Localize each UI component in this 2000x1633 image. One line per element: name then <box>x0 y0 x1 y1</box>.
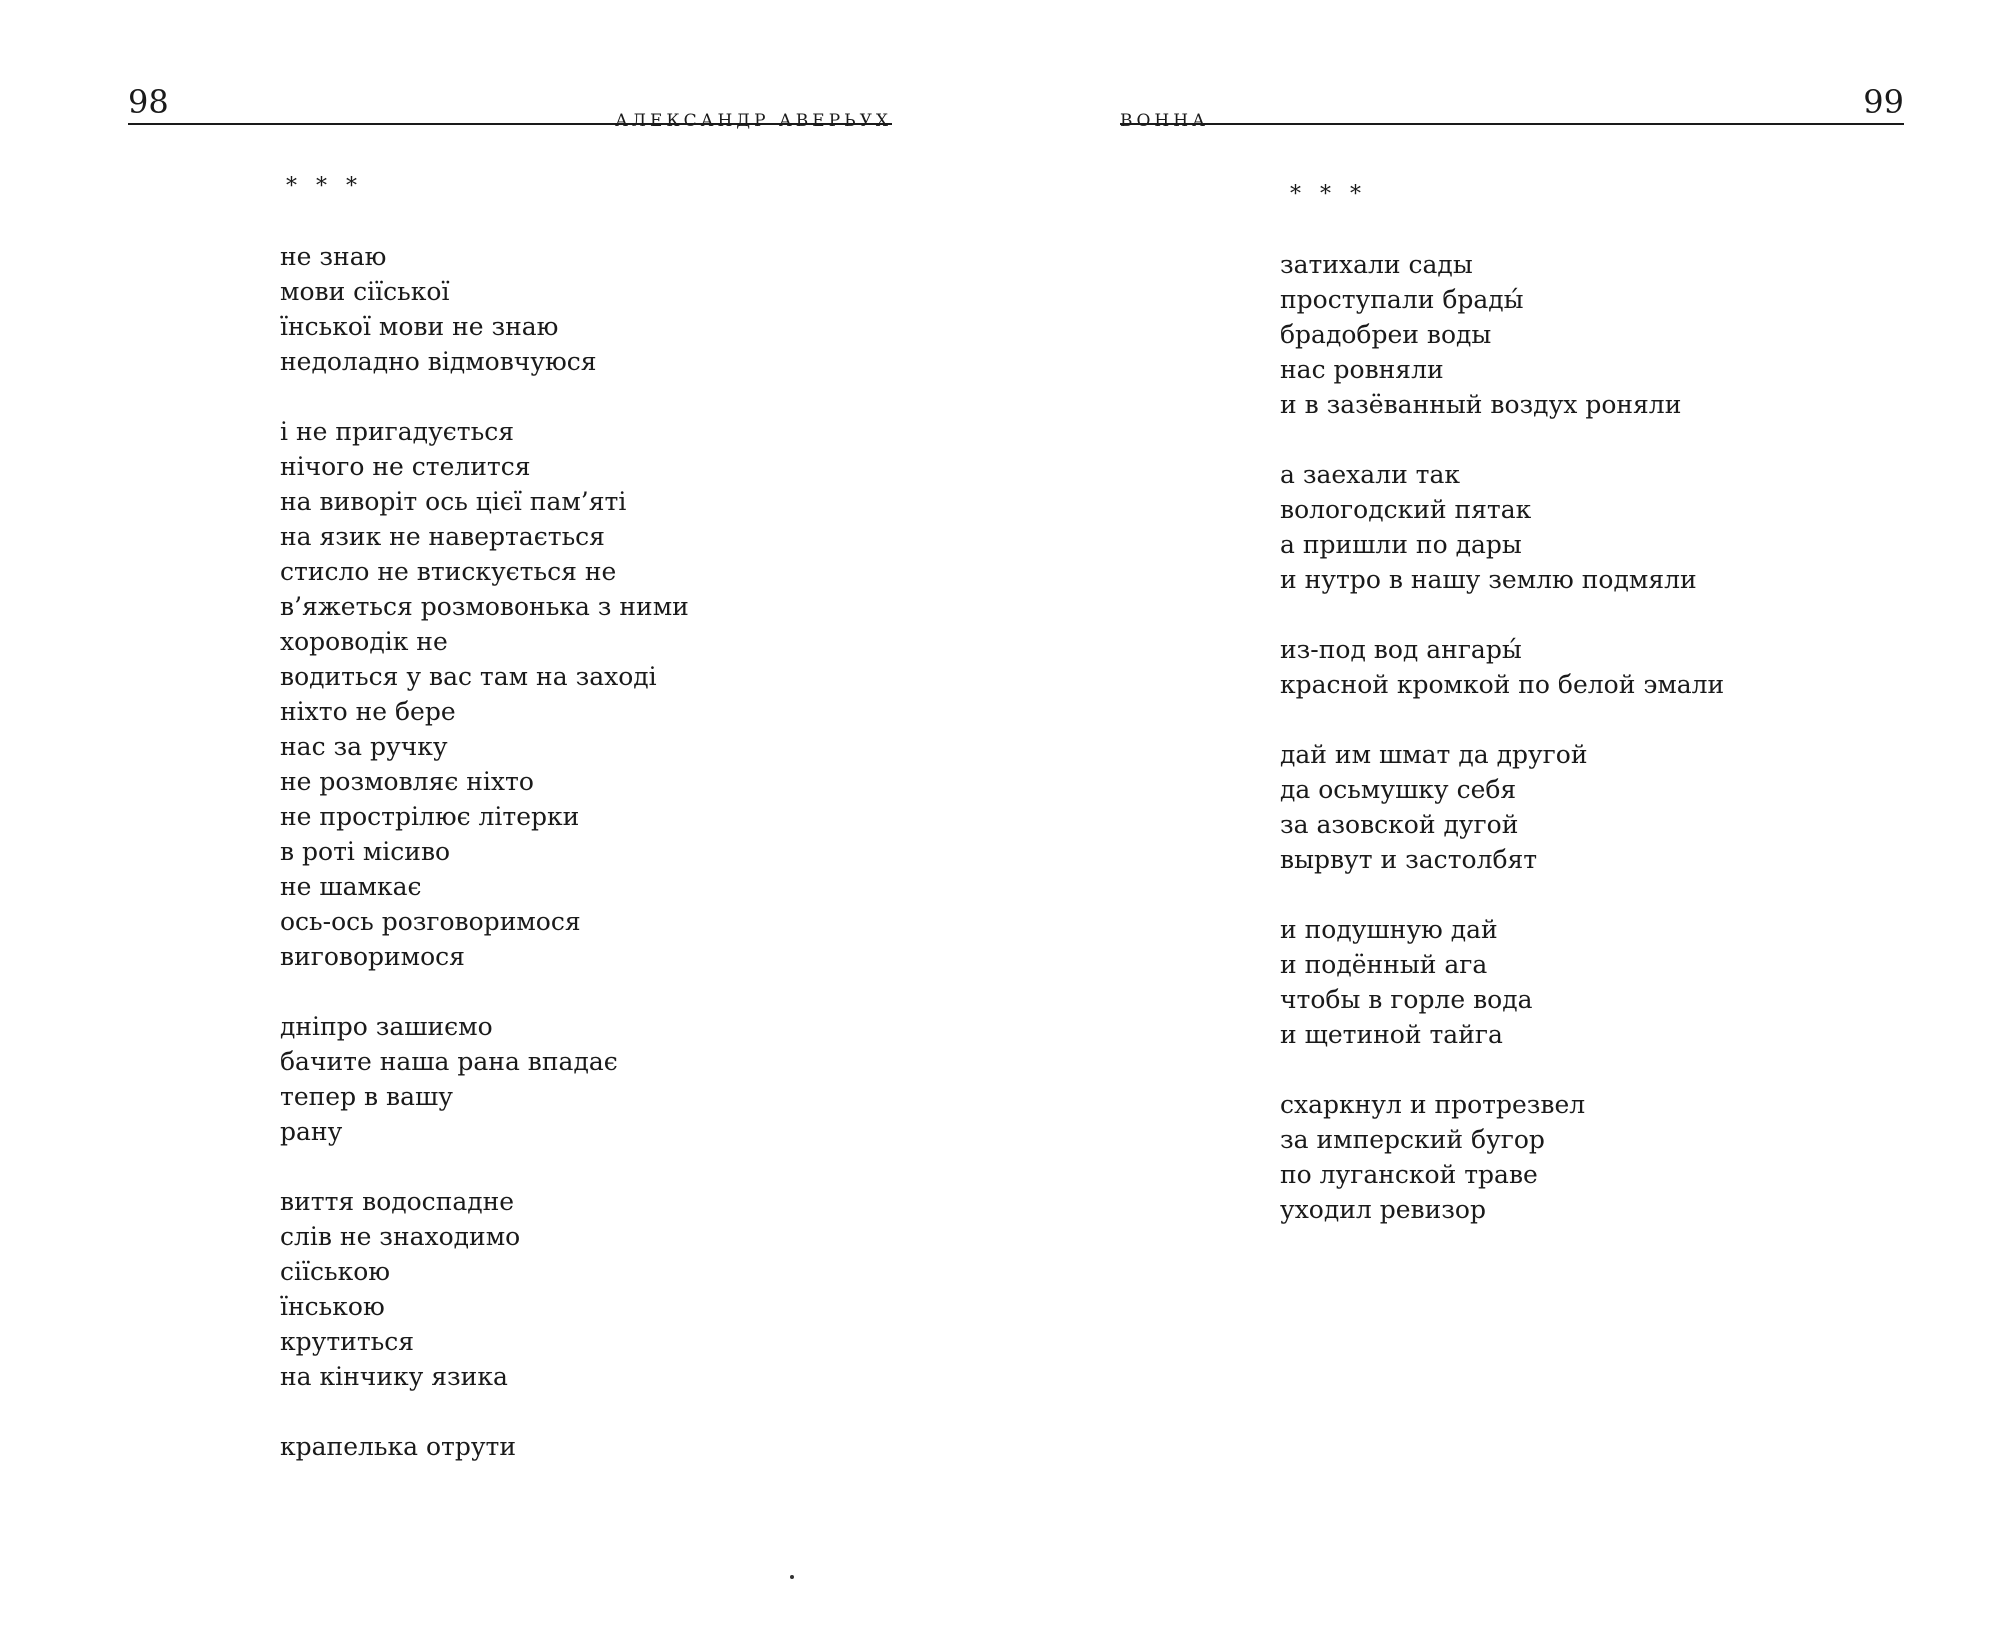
stanza <box>280 414 689 974</box>
poem-line: виття водоспадне <box>280 1187 515 1216</box>
poem <box>1280 177 1724 1262</box>
stanza <box>1280 912 1724 1052</box>
header-rule <box>128 123 892 125</box>
poem-line: из-под вод ангары́ <box>1280 635 1522 664</box>
poem-line: вологодский пятак <box>1280 495 1532 524</box>
stanza <box>280 1184 689 1394</box>
poem-line: їнською <box>280 1292 385 1321</box>
stanza <box>1280 632 1724 702</box>
poem <box>280 169 689 1499</box>
poem-line: вырвут и застолбят <box>1280 845 1538 874</box>
poem-line: хороводік не <box>280 627 448 656</box>
poem-line: виговоримося <box>280 942 465 971</box>
poem-line: слів не знаходимо <box>280 1222 521 1251</box>
poem-line: водиться у вас там на заході <box>280 662 657 691</box>
poem-line: крапелька отрути <box>280 1432 517 1461</box>
poem-line: дай им шмат да другой <box>1280 740 1588 769</box>
poem-line: стисло не втискується не <box>280 557 617 586</box>
section-asterisks: * * * <box>286 174 363 199</box>
stanza <box>1280 247 1724 422</box>
running-head-title: ВОННА <box>1120 111 1209 131</box>
stanza <box>280 1009 689 1149</box>
poem-line: красной кромкой по белой эмали <box>1280 670 1725 699</box>
poem-line: сіїською <box>280 1257 391 1286</box>
page-number: 99 <box>1863 83 1904 121</box>
poem-line: чтобы в горле вода <box>1280 985 1533 1014</box>
poem-line: за азовской дугой <box>1280 810 1519 839</box>
poem-line: і не пригадується <box>280 417 514 446</box>
poem-line: на виворіт ось цієї пам’яті <box>280 487 627 516</box>
stanza <box>1280 1087 1724 1227</box>
poem-line: схаркнул и протрезвел <box>1280 1090 1586 1119</box>
right-page <box>1000 0 2000 1633</box>
stanza <box>1280 457 1724 597</box>
poem-line: нас ровняли <box>1280 355 1444 384</box>
poem-line: бачите наша рана впадає <box>280 1047 618 1076</box>
poem-line: їнської мови не знаю <box>280 312 559 341</box>
poem-line: и нутро в нашу землю подмяли <box>1280 565 1697 594</box>
poem-line: и в зазёванный воздух роняли <box>1280 390 1682 419</box>
poem-line: на язик не навертається <box>280 522 605 551</box>
poem-line: тепер в вашу <box>280 1082 453 1111</box>
page-number: 98 <box>128 83 169 121</box>
stanza <box>1280 737 1724 877</box>
poem-line: проступали брады́ <box>1280 285 1524 314</box>
poem-line: и щетиной тайга <box>1280 1020 1503 1049</box>
poem-line: и подённый ага <box>1280 950 1488 979</box>
section-asterisks: * * * <box>1290 182 1367 207</box>
poem-line: на кінчику язика <box>280 1362 508 1391</box>
poem-line: а пришли по дары <box>1280 530 1522 559</box>
poem-line: уходил ревизор <box>1280 1195 1486 1224</box>
poem-line: ніхто не бере <box>280 697 456 726</box>
poem-line: в роті місиво <box>280 837 451 866</box>
stanza <box>280 239 689 379</box>
running-head-author: АЛЕКСАНДР АВЕРЬУХ <box>614 111 892 131</box>
stray-mark <box>790 1575 794 1579</box>
poem-line: по луганской траве <box>1280 1160 1538 1189</box>
poem-line: да осьмушку себя <box>1280 775 1517 804</box>
poem-line: недоладно відмовчуюся <box>280 347 597 376</box>
poem-line: затихали сады <box>1280 250 1473 279</box>
poem-line: нас за ручку <box>280 732 448 761</box>
stanza <box>280 1429 689 1464</box>
poem-line: не знаю <box>280 242 387 271</box>
poem-line: не прострілює літерки <box>280 802 580 831</box>
poem-line: мови сіїської <box>280 277 450 306</box>
poem-line: а заехали так <box>1280 460 1461 489</box>
poem-line: не шамкає <box>280 872 422 901</box>
poem-line: не розмовляє ніхто <box>280 767 534 796</box>
poem-line: рану <box>280 1117 343 1146</box>
poem-line: в’яжеться розмовонька з ними <box>280 592 689 621</box>
poem-line: ось-ось розговоримося <box>280 907 581 936</box>
poem-line: нічого не стелится <box>280 452 531 481</box>
poem-line: и подушную дай <box>1280 915 1498 944</box>
poem-line: брадобреи воды <box>1280 320 1492 349</box>
poem-line: за имперский бугор <box>1280 1125 1545 1154</box>
header-rule <box>1120 123 1904 125</box>
poem-line: дніпро зашиємо <box>280 1012 493 1041</box>
poem-line: крутиться <box>280 1327 415 1356</box>
